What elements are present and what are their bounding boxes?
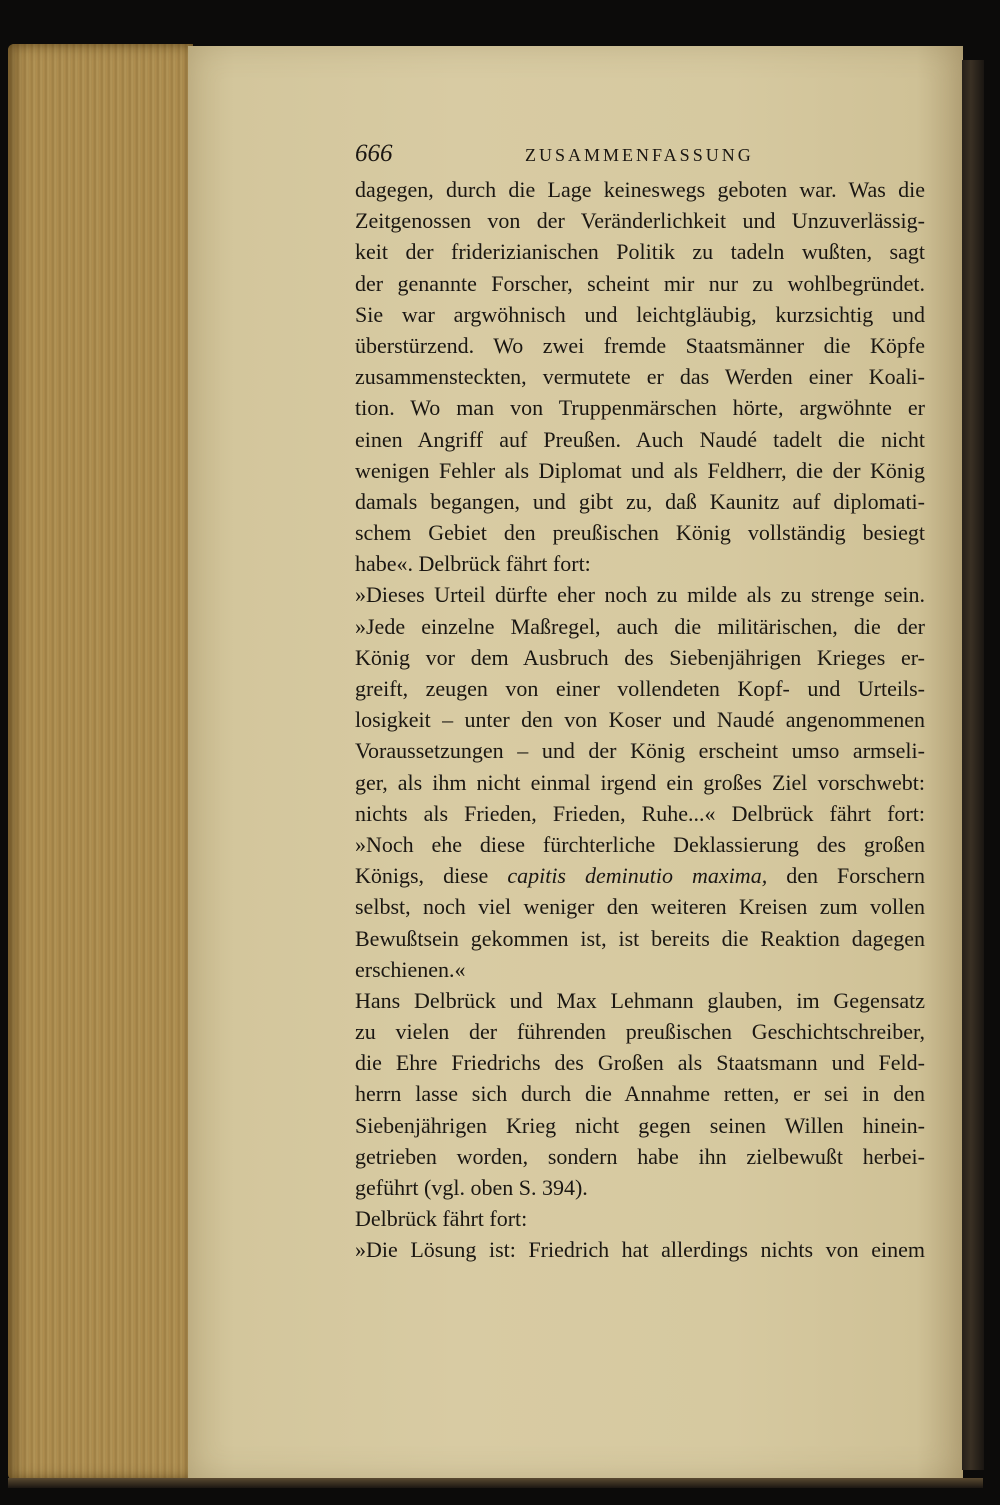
text-line: herrn lasse sich durch die Annahme retten, er sei in den [355,1081,925,1107]
book-bottom-edge [8,1478,983,1488]
text-line: selbst, noch viel weniger den weiteren Kreisen zum vollen [355,894,925,920]
text-line: zusammensteckten, vermutete er das Werden einer Koali- [355,364,925,390]
text-line: erschienen.« [355,956,466,982]
text-line: zu vielen der führenden preußischen Geschichtschreiber, [355,1019,925,1045]
text-line: keit der friderizianischen Politik zu tadeln wußten, sagt [355,239,925,265]
text-line: »Noch ehe diese fürchterliche Deklassierung des großen [355,831,925,857]
text-line: habe«. Delbrück fährt fort: [355,551,591,577]
page-gutter-shadow [962,60,984,1470]
page-stack-edge [8,44,193,1480]
text-line: einen Angriff auf Preußen. Auch Naudé tadelt die nicht [355,426,925,452]
text-line: losigkeit – unter den von Koser und Naudé angenommenen [355,707,925,733]
text-line: greift, zeugen von einer vollendeten Kopf- und Urteils- [355,676,925,701]
text-line: König vor dem Ausbruch des Siebenjährigen Krieges er- [355,644,925,670]
running-title: ZUSAMMENFASSUNG [525,145,754,165]
italic-phrase: capitis deminutio maxima, [507,863,768,889]
text-line: wenigen Fehler als Diplomat und als Feldherr, die der König [355,457,925,483]
text-line: ger, als ihm nicht einmal irgend ein großes Ziel vorschwebt: [355,769,925,795]
text-segment: den Forschern [767,863,926,889]
text-line: Sie war argwöhnisch und leichtgläubig, kurzsichtig und [355,301,925,327]
text-line: Delbrück fährt fort: [355,1206,528,1232]
text-line: Siebenjährigen Krieg nicht gegen seinen Willen hinein- [355,1112,925,1138]
text-line: Voraussetzungen – und der König erscheint umso armseli- [355,738,925,764]
page-header [355,140,925,174]
text-line: schem Gebiet den preußischen König vollständig besiegt [355,520,925,546]
text-line: überstürzend. Wo zwei fremde Staatsmänner die Köpfe [355,332,925,358]
text-line: »Jede einzelne Maßregel, auch die militärischen, die der [355,613,925,639]
text-line: Zeitgenossen von der Veränderlichkeit und Unzuverlässig- [355,208,925,234]
text-line: getrieben worden, sondern habe ihn zielbewußt herbei- [355,1143,925,1169]
text-line: dagegen, durch die Lage keineswegs geboten war. Was die [355,177,925,202]
text-block [355,140,925,1266]
text-line: »Dieses Urteil dürfte eher noch zu milde als zu strenge sein. [355,582,925,608]
page-number: 666 [355,140,393,167]
text-segment: Königs, diese [355,863,508,889]
text-line: Bewußtsein gekommen ist, ist bereits die Reaktion dagegen [355,925,925,951]
text-line: »Die Lösung ist: Friedrich hat allerdings nichts von einem [355,1237,925,1263]
text-line: Hans Delbrück und Max Lehmann glauben, im Gegensatz [355,987,925,1013]
text-line: tion. Wo man von Truppenmärschen hörte, argwöhnte er [355,395,925,421]
text-line: geführt (vgl. oben S. 394). [355,1175,588,1200]
text-line: die Ehre Friedrichs des Großen als Staatsmann und Feld- [355,1050,925,1076]
text-line: der genannte Forscher, scheint mir nur zu wohlbegründet. [355,270,925,296]
text-line: damals begangen, und gibt zu, daß Kaunitz auf diplomati- [355,488,925,514]
text-line: nichts als Frieden, Frieden, Ruhe...« Delbrück fährt fort: [355,800,925,826]
text-line-with-italic [355,860,925,891]
